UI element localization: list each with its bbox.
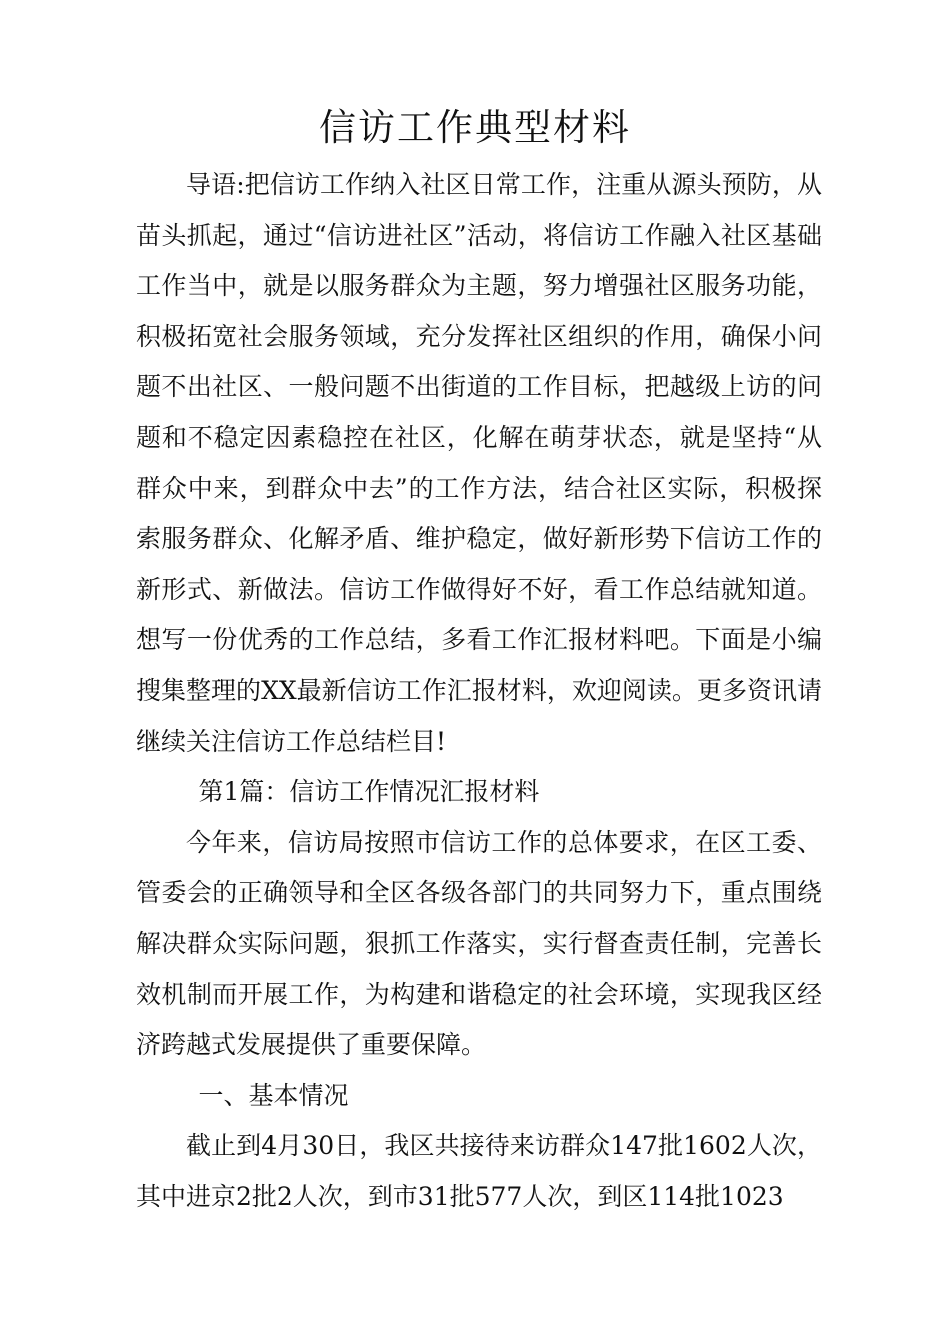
paragraph-part-1-intro: 今年来，信访局按照市信访工作的总体要求，在区工委、管委会的正确领导和全区各级各部门的共同努力下，重点围绕解决群众实际问题，狠抓工作落实，实行督查责任制，完善长效机制而开展工作，为构建和谐稳定的社会环境，实现我区经济跨越式发展提供了重要保障。 [136,827,822,1060]
section-heading-part-1: 第1篇：信访工作情况汇报材料 [198,777,540,807]
paragraph-intro: 导语:把信访工作纳入社区日常工作，注重从源头预防，从苗头抓起，通过“信访进社区”活动，将信访工作融入社区基础工作当中，就是以服务群众为主题，努力增强社区服务功能，积极拓宽社会服务领域，充分发挥社区组织的作用，确保小问题不出社区、一般问题不出街道的工作目标，把越级上访的问题和不稳定因素稳控在社区，化解在萌芽状态，就是坚持“从群众中来，到群众中去”的工作方法，结合社区实际，积极探索服务群众、化解矛盾、维护稳定，做好新形势下信访工作的新形式、新做法。信访工作做得好不好，看工作总结就知道。想写一份优秀的工作总结，多看工作汇报材料吧。下面是小编搜集整理的XX最新信访工作汇报材料，欢迎阅读。更多资讯请继续关注信访工作总结栏目! [136,170,822,756]
paragraph-statistics: 截止到4月30日，我区共接待来访群众147批1602人次，其中进京2批2人次，到市31批577人次，到区114批1023 [136,1131,822,1211]
document-body [136,160,822,1222]
document-title: 信访工作典型材料 [319,106,631,149]
section-heading-basic-situation: 一、基本情况 [198,1080,349,1110]
